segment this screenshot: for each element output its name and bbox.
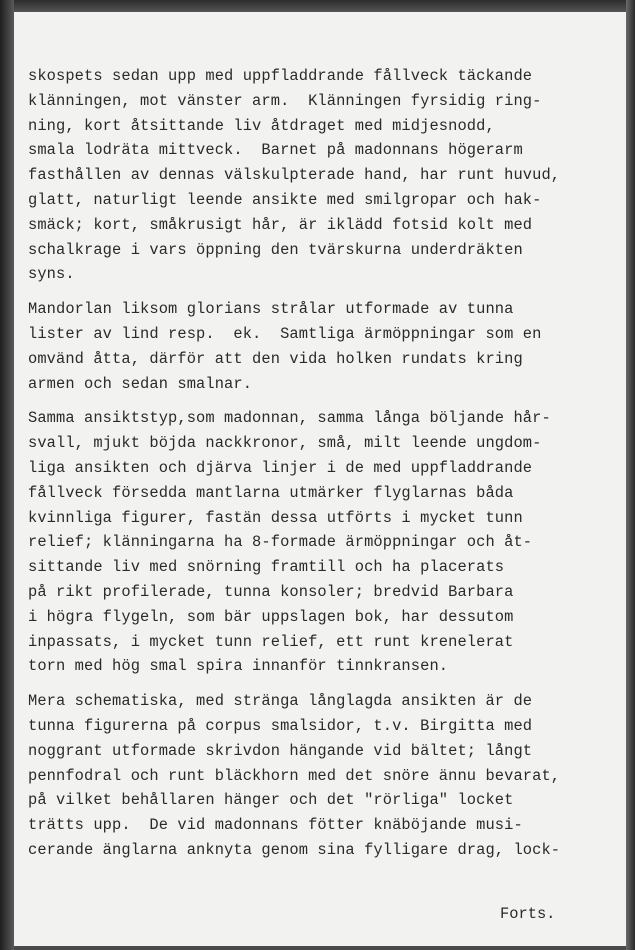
text-line: smäck; kort, småkrusigt hår, är iklädd fotsid kolt med <box>28 215 533 234</box>
text-line: armen och sedan smalnar. <box>28 374 253 393</box>
text-line: sittande liv med snörning framtill och ha placerats <box>28 558 505 577</box>
text-line: omvänd åtta, därför att den vida holken rundats kring <box>28 349 523 368</box>
text-line: på rikt profilerade, tunna konsoler; bredvid Barbara <box>28 582 514 601</box>
continued-note: Forts. <box>500 905 556 923</box>
text-line: lister av lind resp. ek. Samtliga ärmöppningar som en <box>28 324 542 343</box>
text-line: svall, mjukt böjda nackkronor, små, milt leende ungdom- <box>28 434 542 453</box>
text-line: kvinnliga figurer, fastän dessa utförts i mycket tunn <box>28 508 523 527</box>
text-line: i högra flygeln, som bär uppslagen bok, har dessutom <box>28 607 514 626</box>
scan-border-left <box>0 0 14 950</box>
text-line: smala lodräta mittveck. Barnet på madonnans högerarm <box>28 141 523 160</box>
text-line: glatt, naturligt leende ansikte med smilgropar och hak- <box>28 190 542 209</box>
paragraph-4 <box>28 689 620 863</box>
paragraph-3 <box>28 406 620 679</box>
text-line: relief; klänningarna ha 8-formade ärmöppningar och åt- <box>28 533 533 552</box>
text-line: inpassats, i mycket tunn relief, ett runt krenelerat <box>28 632 514 651</box>
text-line: tunna figurerna på corpus smalsidor, t.v. Birgitta med <box>28 716 533 735</box>
text-line: fållveck försedda mantlarna utmärker flyglarnas båda <box>28 483 514 502</box>
text-line: Mera schematiska, med stränga långlagda ansikten är de <box>28 692 533 711</box>
text-line: torn med hög smal spira innanför tinnkransen. <box>28 657 449 676</box>
text-line: cerande änglarna anknyta genom sina fylligare drag, lock- <box>28 840 561 859</box>
paragraph-2 <box>28 297 620 396</box>
page-body <box>28 64 620 873</box>
text-line: klänningen, mot vänster arm. Klänningen fyrsidig ring- <box>28 91 542 110</box>
text-line: schalkrage i vars öppning den tvärskurna underdräkten <box>28 240 523 259</box>
text-line: på vilket behållaren hänger och det "rörliga" locket <box>28 791 514 810</box>
text-line: syns. <box>28 265 75 284</box>
text-line: noggrant utformade skrivdon hängande vid bältet; långt <box>28 741 533 760</box>
text-line: Mandorlan liksom glorians strålar utformade av tunna <box>28 300 514 319</box>
scan-border-top <box>0 0 635 12</box>
scan-border-right <box>626 0 635 950</box>
text-line: pennfodral och runt bläckhorn med det snöre ännu bevarat, <box>28 766 561 785</box>
text-line: ning, kort åtsittande liv åtdraget med midjesnodd, <box>28 116 495 135</box>
paragraph-1 <box>28 64 620 287</box>
text-line: liga ansikten och djärva linjer i de med uppfladdrande <box>28 458 533 477</box>
text-line: trätts upp. De vid madonnans fötter knäböjande musi- <box>28 816 523 835</box>
text-line: skospets sedan upp med uppfladdrande fållveck täckande <box>28 67 533 85</box>
text-line: fasthållen av dennas välskulpterade hand, har runt huvud, <box>28 166 561 185</box>
text-line: Samma ansiktstyp,som madonnan, samma långa böljande hår- <box>28 409 551 428</box>
typewritten-page <box>14 12 626 946</box>
